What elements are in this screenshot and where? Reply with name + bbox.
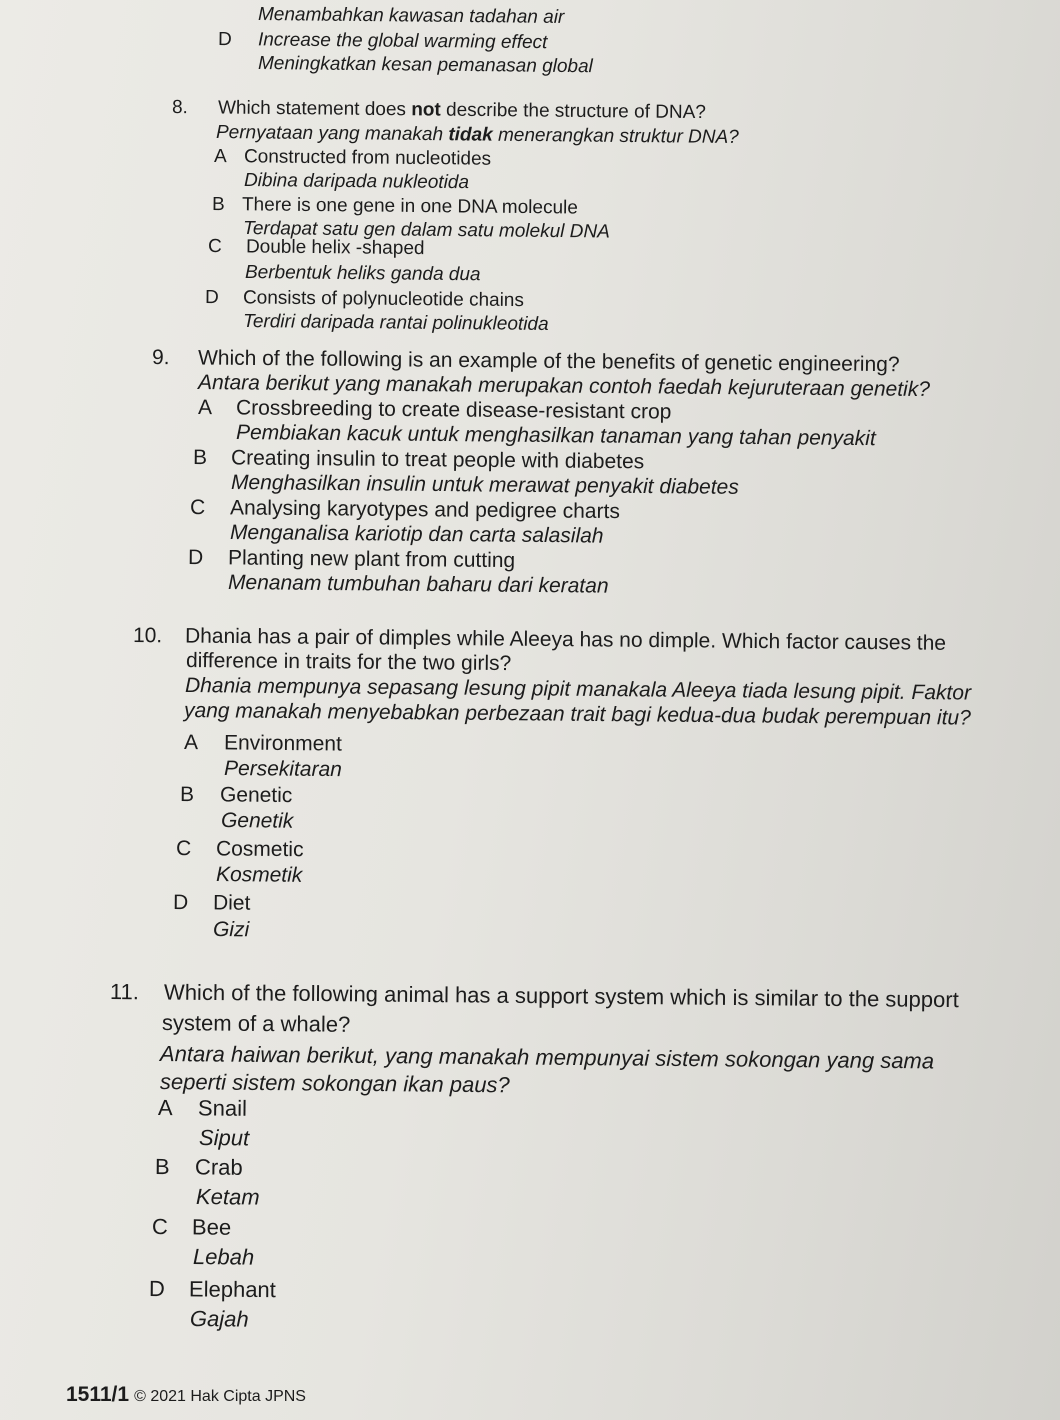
option-english: Consists of polynucleotide chains (242, 287, 525, 312)
q11-option-a (158, 1094, 247, 1123)
option-letter: A (213, 146, 227, 168)
question-11-english-line1 (110, 978, 959, 1014)
q11-option-d (149, 1275, 276, 1304)
option-english: Planting new plant from cutting (227, 546, 516, 573)
question-11-english-line2: system of a whale? (161, 1010, 351, 1037)
question-text: Which of the following is an example of the benefits of genetic engineering? (197, 346, 900, 377)
q8-option-b-malay: Terdapat satu gen dalam satu molekul DNA (242, 218, 610, 243)
q10-option-b-malay: Genetik (220, 809, 294, 833)
option-english: Cosmetic (215, 837, 304, 862)
question-number: 8. (171, 97, 188, 119)
option-english: Crossbreeding to create disease-resistant crop (235, 396, 672, 424)
option-english: Analysing karyotypes and pedigree charts (229, 496, 621, 524)
question-emphasis: tidak (448, 124, 493, 146)
option-letter: A (157, 1095, 173, 1121)
q10-option-c-malay: Kosmetik (215, 863, 303, 887)
option-letter: B (192, 446, 208, 470)
q10-option-a-malay: Persekitaran (223, 757, 343, 782)
option-letter: C (207, 236, 222, 258)
q9-option-d-malay: Menanam tumbuhan baharu dari keratan (227, 571, 609, 598)
q10-option-b (180, 782, 293, 809)
q11-option-b (155, 1153, 243, 1182)
question-emphasis: not (411, 99, 441, 121)
option-letter: B (154, 1154, 170, 1180)
option-english: Crab (194, 1154, 243, 1180)
option-letter: C (151, 1214, 169, 1240)
prev-option-d-malay: Meningkatkan kesan pemanasan global (257, 53, 593, 78)
q9-option-c-malay: Menganalisa kariotip dan carta salasilah (229, 521, 604, 548)
question-9-malay: Antara berikut yang manakah merupakan contoh faedah kejuruteraan genetik? (197, 371, 931, 402)
option-english: Constructed from nucleotides (243, 146, 492, 170)
option-english: Elephant (188, 1276, 276, 1303)
q10-option-d-malay: Gizi (212, 918, 250, 942)
question-text: Which statement does (217, 97, 412, 121)
option-english: There is one gene in one DNA molecule (241, 194, 578, 219)
question-text: Which of the following animal has a support system which is similar to the support (163, 979, 959, 1013)
option-letter: D (204, 287, 219, 309)
option-letter: A (197, 396, 213, 420)
question-11-malay-line2: seperti sistem sokongan ikan paus? (159, 1069, 510, 1098)
option-letter: D (148, 1276, 166, 1302)
option-letter: D (187, 546, 204, 570)
question-10-english-line2: difference in traits for the two girls? (185, 649, 512, 676)
q8-option-d-malay: Terdiri daripada rantai polinukleotida (242, 311, 549, 335)
option-english: Diet (212, 891, 251, 915)
copyright-notice: © 2021 Hak Cipta JPNS (134, 1388, 306, 1405)
question-10-malay-line1: Dhania mempunya sepasang lesung pipit manakala Aleeya tiada lesung pipit. Faktor (184, 674, 972, 705)
question-text: describe the structure of DNA? (440, 99, 706, 124)
q11-option-c-malay: Lebah (192, 1244, 255, 1270)
option-english: Environment (223, 731, 342, 756)
paper-code: 1511/1 (66, 1383, 130, 1406)
question-number: 10. (132, 624, 163, 648)
q8-option-a (214, 145, 491, 172)
question-text: Dhania has a pair of dimples while Aleeya has no dimple. Which factor causes the (184, 624, 947, 655)
q10-option-c (176, 836, 304, 863)
question-number: 11. (109, 979, 140, 1005)
option-english: Double helix -shaped (245, 236, 425, 260)
option-letter: B (179, 783, 195, 807)
question-10-malay-line2: yang manakah menyebabkan perbezaan trait bagi kedua-dua budak perempuan itu? (183, 699, 971, 730)
option-letter: A (183, 731, 199, 755)
q8-option-c-malay: Berbentuk heliks ganda dua (244, 262, 481, 286)
q11-option-d-malay: Gajah (189, 1306, 249, 1332)
q8-option-d (205, 286, 524, 313)
option-english: Snail (197, 1095, 248, 1121)
option-letter: B (211, 194, 225, 216)
option-letter: C (189, 496, 206, 520)
q11-option-b-malay: Ketam (195, 1184, 260, 1210)
q10-option-d (173, 890, 251, 917)
prev-option-d-english: Increase the global warming effect (257, 29, 548, 54)
option-letter: D (172, 891, 189, 915)
q11-option-c (152, 1213, 231, 1242)
option-english: Bee (191, 1214, 232, 1240)
question-text: menerangkan struktur DNA? (492, 124, 739, 149)
question-text: Pernyataan yang manakah (215, 122, 449, 146)
question-11-malay-line1: Antara haiwan berikut, yang manakah mempunyai sistem sokongan yang sama (159, 1041, 935, 1074)
q11-option-a-malay: Siput (198, 1125, 250, 1151)
option-letter: C (175, 837, 192, 861)
prev-option-d (218, 28, 548, 55)
page-footer (66, 1383, 306, 1407)
q8-option-a-malay: Dibina daripada nukleotida (243, 170, 470, 194)
prev-option-c-malay: Menambahkan kawasan tadahan air (257, 4, 565, 28)
q10-option-a (184, 730, 342, 758)
q8-option-c (208, 235, 425, 261)
q9-option-a-malay: Pembiakan kacuk untuk menghasilkan tanaman yang tahan penyakit (235, 421, 876, 451)
option-english: Genetic (219, 783, 293, 808)
option-english: Creating insulin to treat people with diabetes (230, 446, 645, 474)
q9-option-b-malay: Menghasilkan insulin untuk merawat penyakit diabetes (230, 471, 739, 499)
question-number: 9. (151, 346, 170, 370)
option-letter: D (217, 29, 232, 51)
